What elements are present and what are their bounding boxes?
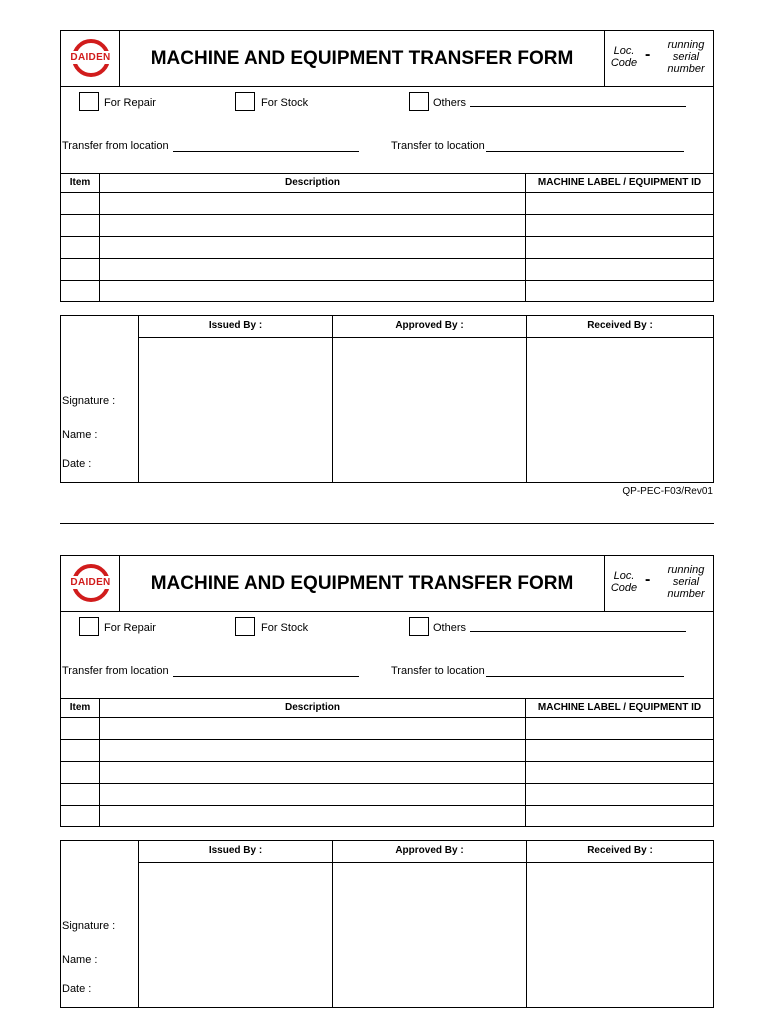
options-section: [60, 611, 714, 699]
loc-code-label: Loc. Code: [610, 45, 638, 69]
running-serial-label: running serial number: [667, 564, 705, 600]
code-dash: -: [645, 46, 651, 63]
form-header: [60, 30, 714, 87]
transfer-to-label: Transfer to location: [391, 665, 485, 677]
transfer-from-label: Transfer from location: [62, 665, 169, 677]
running-serial-label: running serial number: [667, 39, 705, 75]
signature-label: Signature :: [62, 395, 116, 407]
date-label: Date :: [62, 458, 92, 470]
transfer-to-input-line[interactable]: [486, 667, 684, 677]
transfer-from-input-line[interactable]: [173, 142, 359, 152]
options-section: [60, 86, 714, 174]
for-stock-checkbox[interactable]: [235, 92, 255, 111]
items-table: [60, 698, 714, 827]
code-dash: -: [645, 571, 651, 588]
cut-line-divider: [60, 523, 714, 524]
name-label: Name :: [62, 429, 98, 441]
for-stock-label: For Stock: [261, 622, 309, 634]
item-column-header: Item: [69, 702, 91, 713]
signature-table: [60, 840, 714, 1008]
form-header: [60, 555, 714, 612]
document-reference: QP-PEC-F03/Rev01: [622, 486, 713, 497]
transfer-form-2: [0, 525, 768, 1035]
logo-text: DAIDEN: [70, 577, 111, 588]
transfer-form-1: [0, 0, 768, 510]
signature-table: [60, 315, 714, 483]
for-stock-label: For Stock: [261, 97, 309, 109]
name-label: Name :: [62, 954, 98, 966]
date-label: Date :: [62, 983, 92, 995]
received-by-header: Received By :: [587, 320, 653, 331]
received-by-header: Received By :: [587, 845, 653, 856]
table-row: [61, 280, 713, 281]
table-row: [61, 739, 713, 740]
transfer-to-input-line[interactable]: [486, 142, 684, 152]
form-title: MACHINE AND EQUIPMENT TRANSFER FORM: [150, 573, 574, 594]
loc-code-cell: [604, 31, 713, 86]
logo-text: DAIDEN: [70, 52, 111, 63]
table-row: [61, 805, 713, 806]
table-row: [61, 761, 713, 762]
table-row: [61, 783, 713, 784]
machine-label-column-header: MACHINE LABEL / EQUIPMENT ID: [537, 702, 702, 713]
for-stock-checkbox[interactable]: [235, 617, 255, 636]
others-input-line[interactable]: [470, 97, 686, 107]
for-repair-checkbox[interactable]: [79, 92, 99, 111]
approved-by-header: Approved By :: [395, 320, 464, 331]
loc-code-label: Loc. Code: [610, 570, 638, 594]
others-checkbox[interactable]: [409, 92, 429, 111]
others-input-line[interactable]: [470, 622, 686, 632]
issued-by-header: Issued By :: [208, 845, 263, 856]
others-checkbox[interactable]: [409, 617, 429, 636]
for-repair-label: For Repair: [104, 97, 156, 109]
table-row: [61, 236, 713, 237]
issued-by-header: Issued By :: [208, 320, 263, 331]
transfer-from-label: Transfer from location: [62, 140, 169, 152]
others-label: Others: [433, 622, 467, 634]
table-row: [61, 214, 713, 215]
description-column-header: Description: [284, 702, 340, 713]
logo-cell: [61, 556, 120, 611]
items-table: [60, 173, 714, 302]
loc-code-cell: [604, 556, 713, 611]
transfer-from-input-line[interactable]: [173, 667, 359, 677]
transfer-to-label: Transfer to location: [391, 140, 485, 152]
others-label: Others: [433, 97, 467, 109]
description-column-header: Description: [284, 177, 340, 188]
item-column-header: Item: [69, 177, 91, 188]
form-title: MACHINE AND EQUIPMENT TRANSFER FORM: [150, 48, 574, 69]
machine-label-column-header: MACHINE LABEL / EQUIPMENT ID: [537, 177, 702, 188]
logo-cell: [61, 31, 120, 86]
signature-label: Signature :: [62, 920, 116, 932]
table-row: [61, 258, 713, 259]
approved-by-header: Approved By :: [395, 845, 464, 856]
for-repair-label: For Repair: [104, 622, 156, 634]
for-repair-checkbox[interactable]: [79, 617, 99, 636]
